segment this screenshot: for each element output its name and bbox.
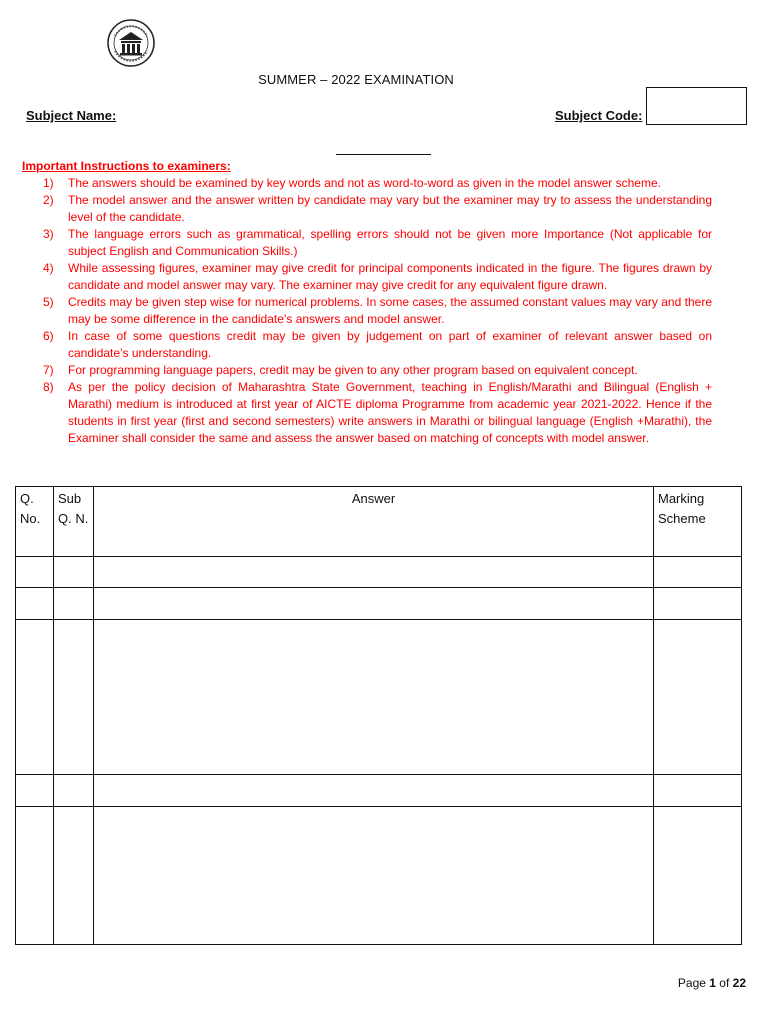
table-header-row: [16, 487, 742, 557]
marks-cell: [654, 620, 742, 775]
instruction-number: 1): [43, 176, 54, 190]
table-row: [16, 807, 742, 945]
sub-q-cell: [54, 807, 94, 945]
answer-table: [15, 486, 742, 945]
instruction-text: The language errors such as grammatical, spelling errors should not be given more Importance (Not applicable for subject English and Communication Skills.): [68, 227, 712, 258]
sub-q-cell: [54, 775, 94, 807]
page-prefix: Page: [677, 976, 710, 990]
instruction-number: 8): [43, 380, 54, 394]
answer-cell: [94, 807, 654, 945]
subject-code-box: [646, 87, 747, 125]
instruction-number: 5): [43, 295, 54, 309]
sub-q-cell: [54, 557, 94, 588]
instruction-text: For programming language papers, credit may be given to any other program based on equivalent concept.: [68, 363, 638, 377]
table-row: [16, 775, 742, 807]
marks-cell: [654, 775, 742, 807]
instruction-number: 3): [43, 227, 54, 241]
q-no-cell: [16, 620, 54, 775]
table-row: [16, 588, 742, 620]
header-marking-scheme: Marking Scheme: [654, 487, 742, 557]
instructions-list: [22, 175, 712, 447]
page-of: of: [715, 976, 733, 990]
instruction-number: 7): [43, 363, 54, 377]
separator-line: [336, 154, 431, 155]
answer-cell: [94, 775, 654, 807]
instruction-item: [22, 379, 712, 447]
institution-logo: [106, 18, 156, 68]
marks-cell: [654, 807, 742, 945]
instruction-item: [22, 192, 712, 226]
q-no-cell: [16, 588, 54, 620]
q-no-cell: [16, 807, 54, 945]
table-row: [16, 557, 742, 588]
subject-name-label: Subject Name:: [26, 108, 117, 123]
instruction-item: [22, 362, 712, 379]
instruction-item: [22, 226, 712, 260]
instruction-text: The model answer and the answer written by candidate may vary but the examiner may try to assess the understanding level of the candidate.: [68, 193, 712, 224]
exam-title: SUMMER – 2022 EXAMINATION: [258, 72, 454, 87]
instruction-number: 6): [43, 329, 54, 343]
instruction-number: 2): [43, 193, 54, 207]
answer-cell: [94, 620, 654, 775]
header-q-no: Q. No.: [16, 487, 54, 557]
answer-cell: [94, 588, 654, 620]
subject-code-label: Subject Code:: [555, 108, 643, 123]
q-no-cell: [16, 557, 54, 588]
instruction-text: In case of some questions credit may be given by judgement on part of examiner of relevant answer based on candidate’s understanding.: [68, 329, 712, 360]
page-current: 1: [709, 976, 716, 990]
header-sub-q: Sub Q. N.: [54, 487, 94, 557]
instruction-item: [22, 328, 712, 362]
instruction-text: Credits may be given step wise for numerical problems. In some cases, the assumed constant values may vary and there may be some difference in the candidate’s answers and model answer.: [68, 295, 712, 326]
marks-cell: [654, 588, 742, 620]
instructions-section: [22, 158, 712, 447]
marks-cell: [654, 557, 742, 588]
header-answer: Answer: [94, 487, 654, 557]
instruction-text: As per the policy decision of Maharashtra State Government, teaching in English/Marathi and Bilingual (English + Marathi) medium is introduced at first year of AICTE diploma Programme from academic year 2021-2022. Hence if the students in first year (first and second semesters) write answers in Marathi or bilingual language (English +Marathi), the Examiner shall consider the same and assess the answer based on matching of concepts with model answer.: [68, 380, 712, 445]
sub-q-cell: [54, 620, 94, 775]
table-row: [16, 620, 742, 775]
instruction-number: 4): [43, 261, 54, 275]
instruction-item: [22, 294, 712, 328]
instruction-item: [22, 175, 712, 192]
q-no-cell: [16, 775, 54, 807]
page-total: 22: [732, 976, 746, 990]
sub-q-cell: [54, 588, 94, 620]
instruction-item: [22, 260, 712, 294]
answer-cell: [94, 557, 654, 588]
instructions-heading: Important Instructions to examiners:: [22, 159, 231, 173]
page-number: [678, 976, 746, 990]
instruction-text: While assessing figures, examiner may give credit for principal components indicated in the figure. The figures drawn by candidate and model answer may vary. The examiner may give credit for any equivalent figure drawn.: [68, 261, 712, 292]
instruction-text: The answers should be examined by key words and not as word-to-word as given in the model answer scheme.: [68, 176, 661, 190]
